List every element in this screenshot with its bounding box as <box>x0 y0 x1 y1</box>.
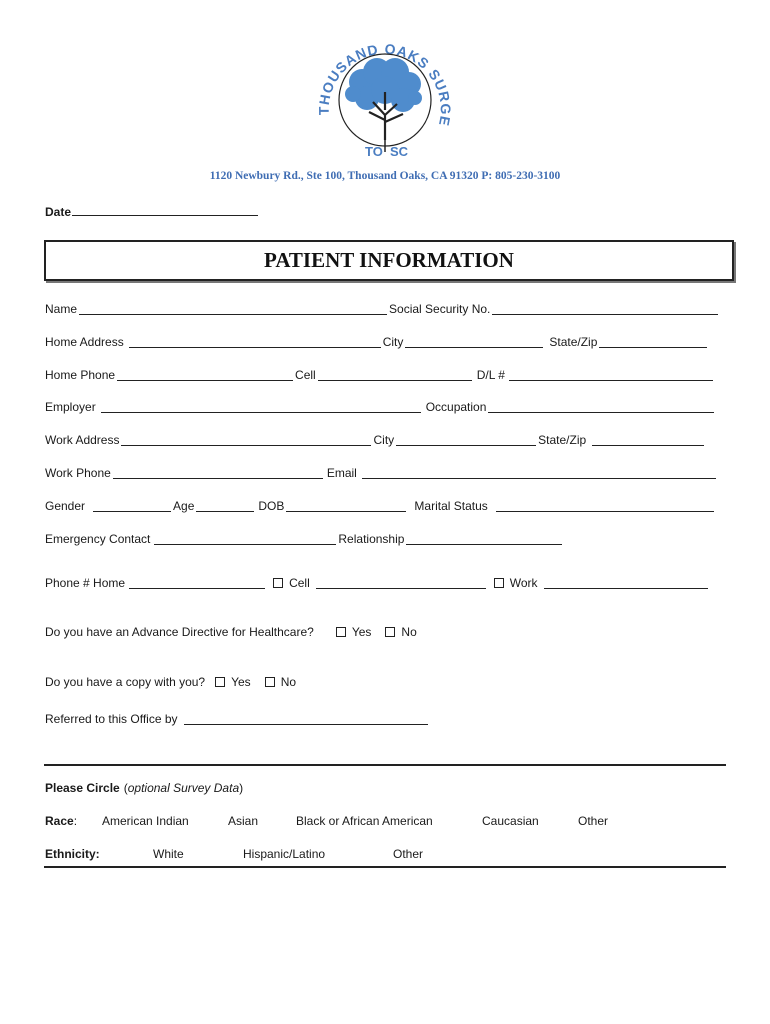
date-field[interactable] <box>72 203 258 216</box>
phone-work-label: Work <box>509 576 538 590</box>
dob-label: DOB <box>258 499 285 513</box>
city-field[interactable] <box>405 335 543 348</box>
copy-no-label: No <box>280 675 297 689</box>
row-emergency <box>45 530 725 546</box>
phone-work-field[interactable] <box>544 576 708 589</box>
referred-field[interactable] <box>184 712 428 725</box>
logo-arc-text: THOUSAND OAKS SURGE <box>315 40 454 129</box>
gender-label: Gender <box>45 499 86 513</box>
occupation-label: Occupation <box>425 400 487 414</box>
advance-directive-no-label: No <box>401 625 417 639</box>
row-referred <box>45 710 725 726</box>
work-state-zip-label: State/Zip <box>538 433 587 447</box>
phone-home-field[interactable] <box>129 576 265 589</box>
phone-cell-field[interactable] <box>316 576 486 589</box>
survey-heading: Please Circle ( optional Survey Data ) <box>45 781 244 795</box>
work-city-label: City <box>373 433 395 447</box>
row-work-address <box>45 431 725 447</box>
race-option[interactable]: Other <box>578 814 609 828</box>
page-title: PATIENT INFORMATION <box>264 248 514 272</box>
ethnicity-option[interactable]: Hispanic/Latino <box>243 847 326 861</box>
race-option[interactable]: Black or African American <box>296 814 433 828</box>
ethnicity-option[interactable]: Other <box>393 847 424 861</box>
title-box <box>44 240 734 281</box>
logo-initials-left: TO <box>365 144 383 159</box>
advance-directive-question: Do you have an Advance Directive for Healthcare? <box>45 625 314 639</box>
age-label: Age <box>173 499 195 513</box>
optional-survey-label: optional Survey Data <box>127 781 240 795</box>
phone-cell-label: Cell <box>289 576 310 590</box>
row-employer <box>45 398 725 414</box>
race-option[interactable]: American Indian <box>102 814 189 828</box>
row-home-phone <box>45 366 725 382</box>
copy-yes-checkbox[interactable] <box>215 677 225 687</box>
name-label: Name <box>45 302 78 316</box>
advance-directive-no-checkbox[interactable] <box>385 627 395 637</box>
state-zip-field[interactable] <box>599 335 707 348</box>
phone-home-label: Phone # Home <box>45 576 126 590</box>
work-phone-label: Work Phone <box>45 466 111 480</box>
logo-initials-right: SC <box>390 144 409 159</box>
age-field[interactable] <box>196 499 254 512</box>
email-field[interactable] <box>362 466 716 479</box>
dob-field[interactable] <box>286 499 406 512</box>
name-field[interactable] <box>79 302 387 315</box>
please-circle-label: Please Circle <box>45 781 120 795</box>
dl-label: D/L # <box>476 368 505 382</box>
emergency-contact-field[interactable] <box>154 532 336 545</box>
city-label: City <box>382 335 404 349</box>
date-label: Date <box>45 205 72 219</box>
occupation-field[interactable] <box>488 400 714 413</box>
employer-field[interactable] <box>101 400 421 413</box>
race-row: Race: American Indian Asian Black or African American Caucasian Other <box>45 814 609 828</box>
copy-no-checkbox[interactable] <box>265 677 275 687</box>
employer-label: Employer <box>45 400 96 414</box>
emergency-contact-label: Emergency Contact <box>45 532 151 546</box>
dl-field[interactable] <box>509 368 713 381</box>
work-address-label: Work Address <box>45 433 120 447</box>
marital-status-label: Marital Status <box>414 499 488 513</box>
relationship-label: Relationship <box>338 532 405 546</box>
phone-cell-checkbox[interactable] <box>273 578 283 588</box>
ethnicity-option[interactable]: White <box>153 847 184 861</box>
home-address-field[interactable] <box>129 335 381 348</box>
home-phone-field[interactable] <box>117 368 293 381</box>
ethnicity-row <box>45 847 423 861</box>
work-state-zip-field[interactable] <box>592 433 704 446</box>
home-address-label: Home Address <box>45 335 124 349</box>
advance-directive-yes-checkbox[interactable] <box>336 627 346 637</box>
tree-logo-icon <box>307 20 457 170</box>
logo <box>307 20 457 170</box>
state-zip-label: State/Zip <box>549 335 598 349</box>
survey-top-rule <box>44 764 726 766</box>
date-row <box>45 203 258 219</box>
work-phone-field[interactable] <box>113 466 323 479</box>
copy-question: Do you have a copy with you? <box>45 675 206 689</box>
cell-label: Cell <box>295 368 316 382</box>
work-city-field[interactable] <box>396 433 536 446</box>
ethnicity-label: Ethnicity: <box>45 847 100 861</box>
gender-field[interactable] <box>93 499 171 512</box>
row-name <box>45 300 725 316</box>
ssn-label: Social Security No. <box>389 302 491 316</box>
cell-field[interactable] <box>318 368 472 381</box>
marital-status-field[interactable] <box>496 499 714 512</box>
copy-yes-label: Yes <box>231 675 251 689</box>
work-address-field[interactable] <box>121 433 371 446</box>
row-phone-numbers <box>45 574 725 590</box>
ssn-field[interactable] <box>492 302 718 315</box>
race-label: Race <box>45 814 74 828</box>
survey-bottom-rule <box>44 866 726 868</box>
race-option[interactable]: Caucasian <box>482 814 539 828</box>
phone-work-checkbox[interactable] <box>494 578 504 588</box>
advance-directive-yes-label: Yes <box>351 625 372 639</box>
row-work-phone <box>45 464 725 480</box>
home-phone-label: Home Phone <box>45 368 116 382</box>
clinic-address: 1120 Newbury Rd., Ste 100, Thousand Oaks, CA 91320 P: 805-230-3100 <box>209 170 561 182</box>
email-label: Email <box>326 466 357 480</box>
relationship-field[interactable] <box>406 532 562 545</box>
referred-label: Referred to this Office by <box>45 712 178 726</box>
race-option[interactable]: Asian <box>228 814 259 828</box>
row-copy-with-you <box>45 673 725 689</box>
row-gender <box>45 497 725 513</box>
row-home-address <box>45 333 725 349</box>
row-advance-directive <box>45 623 725 639</box>
